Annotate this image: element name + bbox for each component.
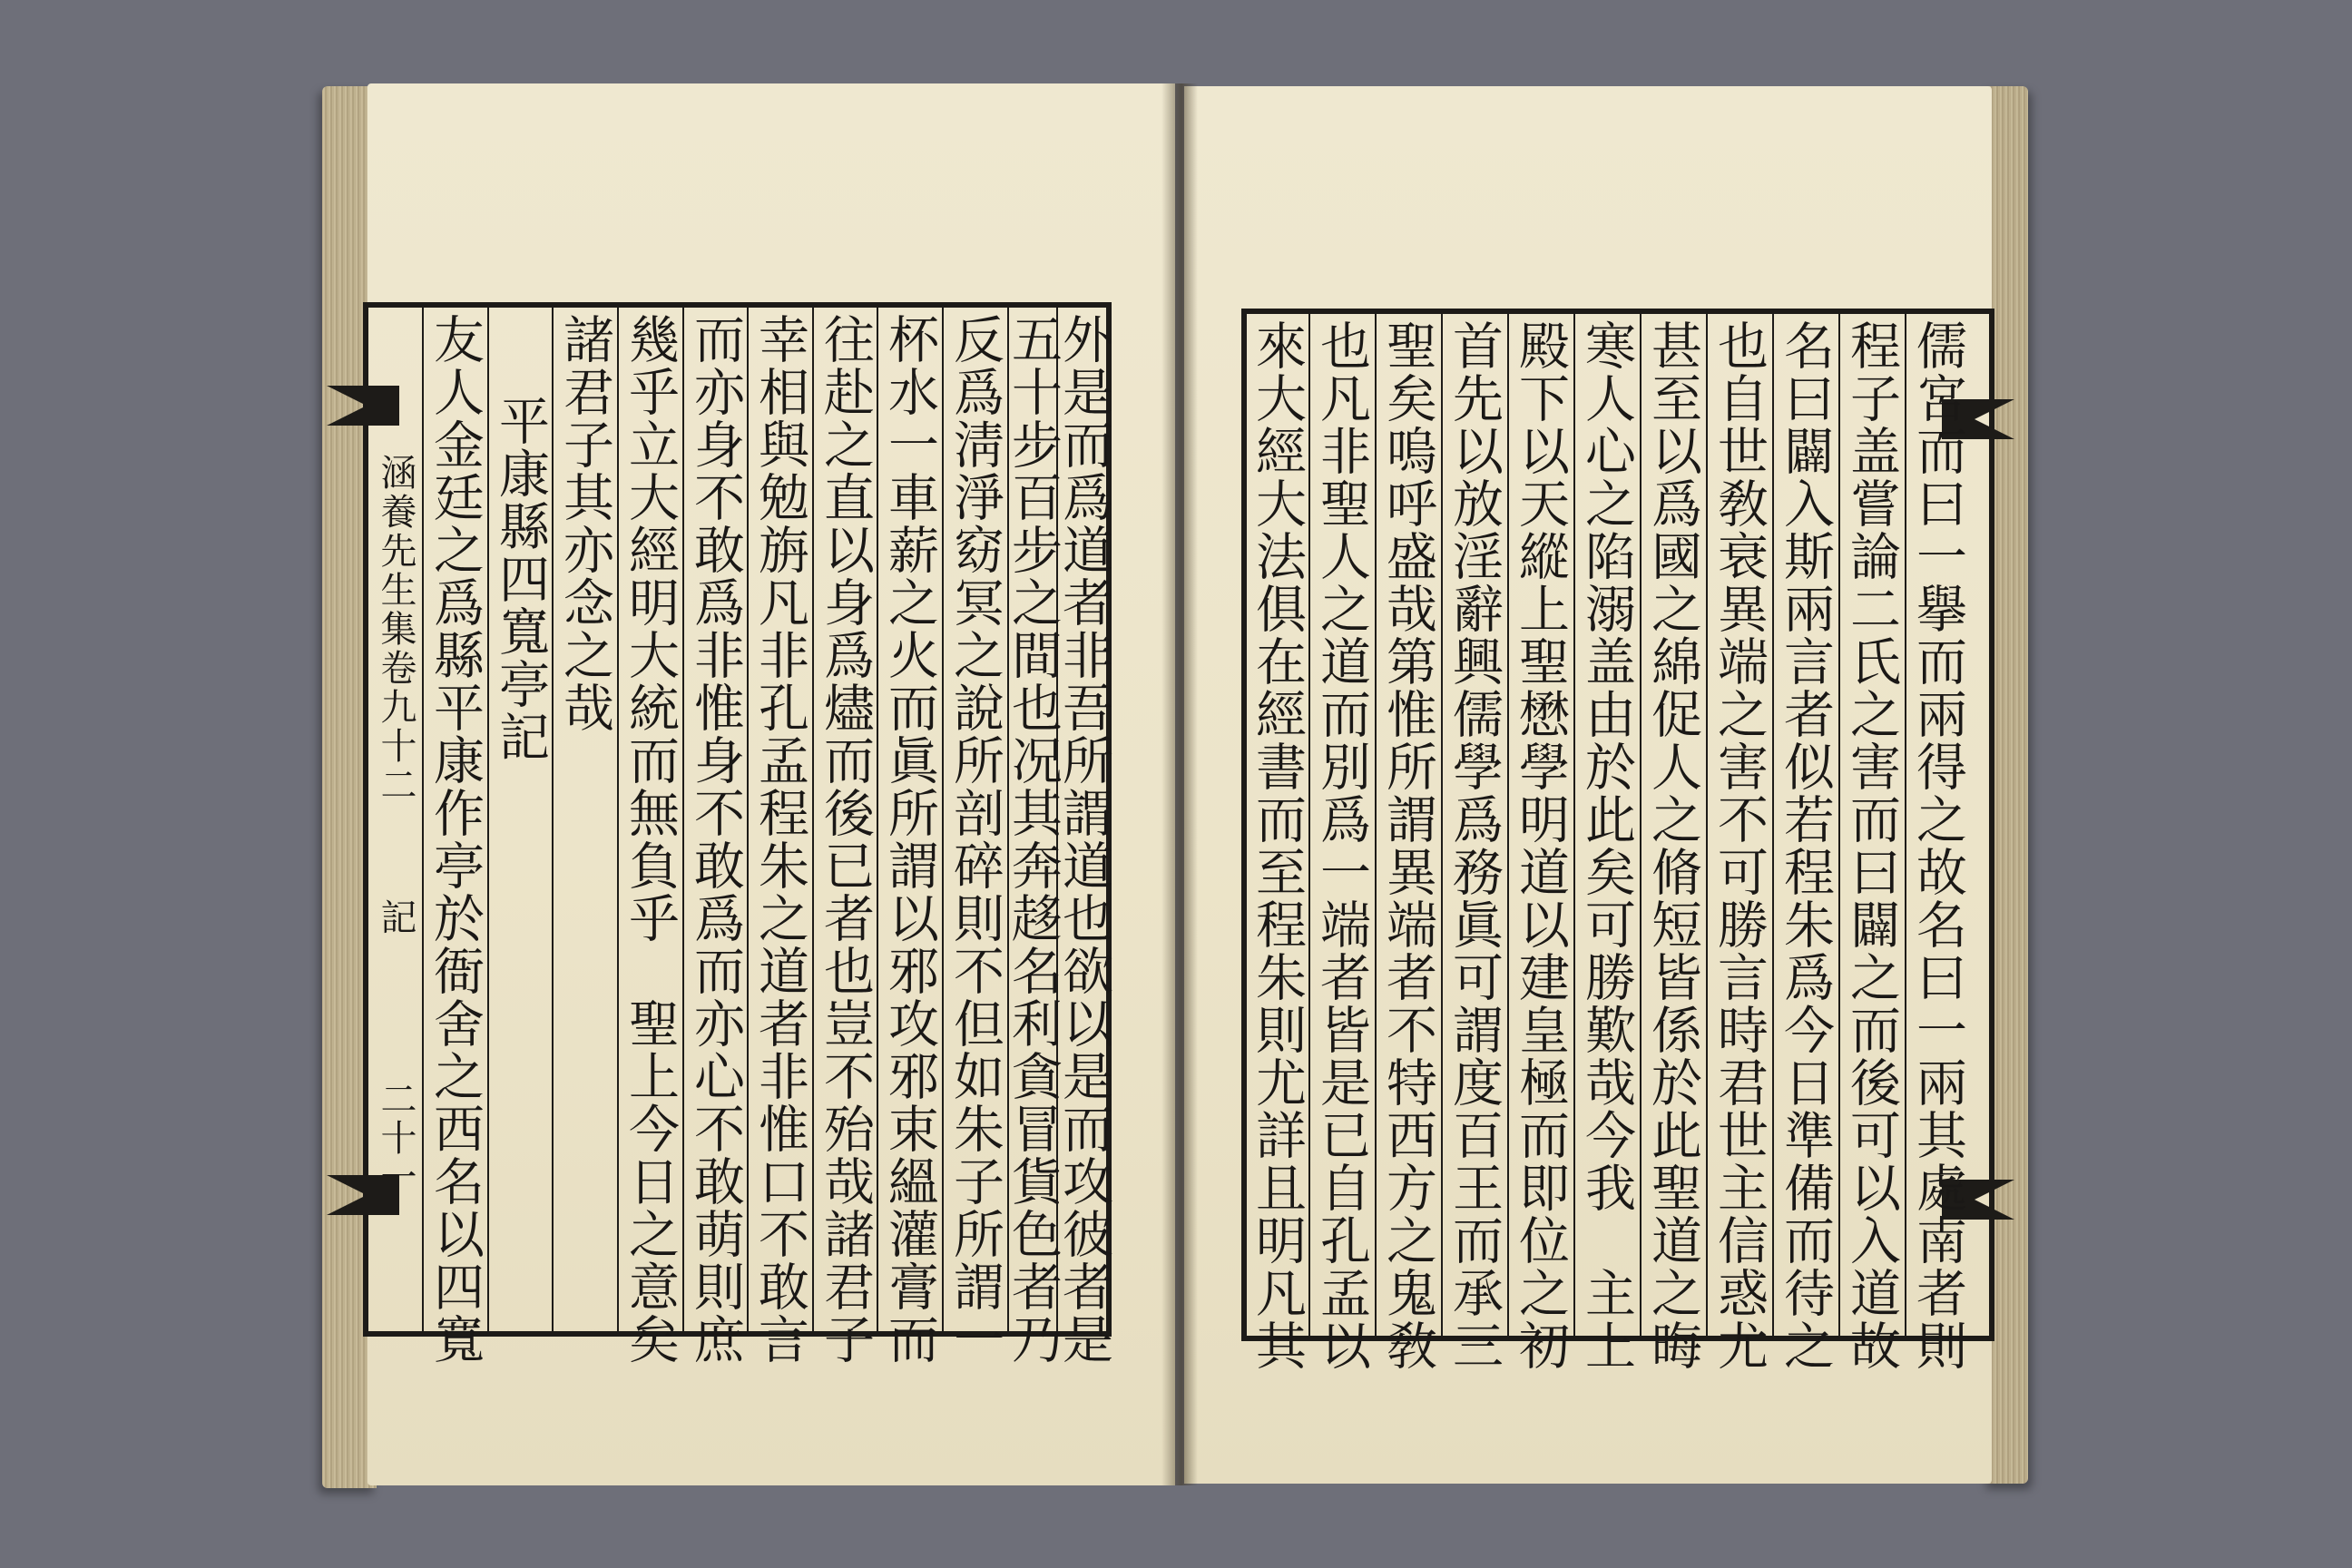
text-column: 殿下以天縱上聖懋學明道以建皇極而即位之初 [1511,319,1570,1372]
right-column-rule [1573,314,1575,1336]
text-column: 聖矣嗚呼盛哉第惟所謂異端者不特西方之鬼敎 [1378,319,1437,1372]
text-column: 反爲淸淨窈冥之說所剖碎則不但如朱子所謂一 [946,313,1004,1366]
text-column: 外是而爲道者非吾所謂道也欲以是而攻彼者是 [1054,313,1113,1366]
right-column-rule [1640,314,1642,1336]
right-column-rule [1308,314,1310,1336]
margin-collection-title: 涵養先生集卷九十二 [375,454,416,805]
left-column-rule [942,308,944,1331]
left-column-rule [487,308,489,1331]
text-column: 而亦身不敢爲非惟身不敢爲而亦心不敢萌則庶 [686,313,745,1366]
text-column: 幸相與勉旃凡非孔孟程朱之道者非惟口不敢言 [750,313,809,1366]
right-column-rule [1441,314,1443,1336]
left-column-rule [747,308,749,1331]
left-column-rule [877,308,878,1331]
book-gutter [1161,83,1198,1485]
left-column-rule [682,308,684,1331]
right-column-rule [1838,314,1840,1336]
text-column: 友人金廷之爲縣平康作亭於衙舍之西名以四寬 [426,313,485,1366]
right-column-rule [1905,314,1906,1336]
right-column-rule [1375,314,1377,1336]
text-column: 幾乎立大經明大統而無負乎 聖上今日之意矣 [621,313,680,1366]
essay-title: 平康縣四寬亭記 [491,395,550,763]
text-column: 杯水一車薪之火而眞所謂以邪攻邪束縕灌膏而 [880,313,939,1366]
text-column: 甚至以爲國之綿促人之脩短皆係於此聖道之晦 [1643,319,1702,1372]
left-column-rule [812,308,814,1331]
text-column: 來大經大法俱在經書而至程朱則尤詳且明凡其 [1248,319,1307,1372]
text-column: 往赴之直以身爲燼而後已者也豈不殆哉諸君子 [816,313,875,1366]
right-column-rule [1772,314,1774,1336]
text-column: 五十步百步之間也况其奔趍名利貪冒貨色者乃 [1004,313,1063,1366]
text-column: 諸君子其亦念之哉 [555,313,614,734]
right-column-rule [1706,314,1708,1336]
margin-page-number: 二十一 [375,1080,416,1197]
margin-section-label: 記 [375,898,416,937]
text-column: 程子盖嘗論二氏之害而曰闢之而後可以入道故 [1842,319,1901,1372]
text-column: 儒宮而曰一擧而兩得之故名曰一兩其處南者則 [1908,319,1967,1372]
text-column: 也自世敎衰異端之害不可勝言時君世主信惑尤 [1710,319,1769,1372]
left-margin-rule [422,308,424,1331]
right-column-rule [1507,314,1509,1336]
left-column-rule [617,308,619,1331]
text-column: 也凡非聖人之道而別爲一端者皆是已自孔孟以 [1312,319,1371,1372]
text-column: 寒人心之陷溺盖由於此矣可勝歎哉今我 主上 [1577,319,1636,1372]
left-column-rule [552,308,554,1331]
text-column: 名曰闢入斯兩言者似若程朱爲今日準備而待之 [1776,319,1835,1372]
text-column: 首先以放淫辭興儒學爲務眞可謂度百王而承三 [1445,319,1504,1372]
